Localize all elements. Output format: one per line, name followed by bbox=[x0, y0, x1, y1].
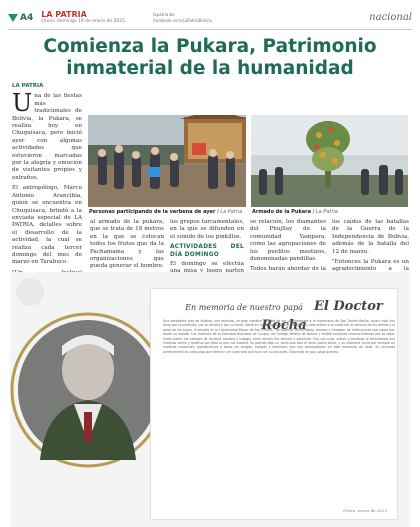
paragraph: El antropólogo, Marco Antonio Arancibia, quien se encuentra en Chuquisaca, brindó a la enviada especial de LA PATRIA, detalles sobre el desarrollo de la actividad, la cual se realiza cada tercer domingo del mes de marzo en Tarabuco. bbox=[12, 185, 82, 266]
photo-1-caption: Personas participando de la verbena de ayer / La Patria bbox=[89, 209, 243, 215]
section-name: nacional bbox=[369, 12, 412, 23]
memorial-advertisement bbox=[10, 272, 410, 527]
page-header bbox=[8, 6, 412, 30]
brand-block bbox=[41, 11, 125, 25]
memorial-card bbox=[150, 288, 398, 520]
article-headline bbox=[10, 36, 410, 80]
photo-pukara bbox=[251, 115, 408, 207]
memorial-name: El Doctor Rocha bbox=[261, 299, 383, 333]
subhead-sunday: ACTIVIDADES DEL DÍA DOMINGO bbox=[170, 244, 244, 258]
memorial-pretitle: En memoria de nuestro papá bbox=[185, 303, 303, 312]
photo-2-caption: Armado de la Pukara / La Patria bbox=[252, 209, 338, 215]
pukara-image bbox=[251, 115, 408, 207]
byline: LA PATRIA bbox=[12, 83, 44, 89]
paragraph: se relación, los diamantes del Phujllay de la comunidad Yampara, como las agrupaciones de los pueblos mestizos, denominadas pandillas. bbox=[250, 219, 326, 263]
headline-line-2: inmaterial de la humanidad bbox=[66, 58, 354, 79]
paragraph: "Entonces la Pukara es un agradecimiento a la bbox=[332, 259, 409, 273]
newspaper-logo[interactable]: LA PATRIA bbox=[41, 9, 87, 19]
paragraph: al armado de la pukara, que se trata de 18 metros en la que se colocan todos los frutos que da la Pachamama y las organizaciones que pueda generar el hombre. bbox=[90, 219, 164, 270]
memorial-text: Una verdadera vida de historia, una leyenda, un gran hombre. La vida de ser un homenaje a la trayectoria de Don Doctor Rocha, quien vivió con amor por la profesión, por su familia y por su tierra. Nació en la ciudad de Oruro y dedicó su vida entera a la medicina, al servicio de los demás y al amor de los suyos. Graduado en la Universidad Mayor de San Andrés, fue docente universitario, decano y fundador de instituciones que hasta hoy llevan su legado. Fue miembro de la Sociedad Boliviana de Cirugía, del Colegio Médico de Bolivia y recibió múltiples reconocimientos por su labor. Como padre fue ejemplo de rectitud, bondad y trabajo; como abuelo fue ternura y sabiduría. Hoy sus hijos, nietos y bisnietos lo recordamos con inmenso cariño y gratitud por todo lo que nos enseñó. Su partida deja un vacío que solo el amor podrá llenar, y su memoria vivirá por siempre en nuestros corazones. Agradecemos a todos los amigos, colegas y familiares que nos acompañaron en este momento de dolor. Su recuerdo permanecerá en cada paso que demos y en cada vida que tocó con su vocación. Descansa en paz, papá querido. bbox=[163, 319, 395, 354]
paragraph: Todos harán abordar de la bbox=[250, 266, 326, 273]
verbena-image bbox=[88, 115, 246, 207]
paragraph: El domingo se efectúa bbox=[170, 261, 244, 268]
issue-date: Oruro, domingo 19 de enero de 2025 bbox=[41, 18, 126, 24]
headline-line-1: Comienza la Pukara, Patrimonio bbox=[43, 36, 377, 57]
paragraph: los caídos de las batallas de la Guerra de la Independencia de Bolivia, además de la batalla del 12 de marzo. bbox=[332, 219, 409, 255]
paragraph: los grupos tarcamentales, en la que se difunden en el sonido de los pinkillos. bbox=[170, 219, 244, 240]
page-number: A4 bbox=[20, 12, 34, 23]
paragraph: Una de las fiestas más tradicionales de Bolivia, la Pukara, se realiza hoy en Chuquisaca, pero inició ayer con algunas actividades que estuvieron marcadas por la alegría y emoción de visitantes propios y extraños. bbox=[12, 89, 82, 181]
photo-verbena bbox=[88, 115, 246, 207]
social-links bbox=[153, 12, 212, 22]
drop-cap: U bbox=[12, 89, 33, 118]
facebook-link[interactable]: facebook.com/LaPatriaBolivia bbox=[153, 17, 212, 23]
memorial-signature: Oruro, enero de 2025 bbox=[343, 508, 387, 513]
section-triangle-icon bbox=[8, 14, 18, 22]
website-link[interactable]: lapatria.bo bbox=[153, 12, 175, 18]
